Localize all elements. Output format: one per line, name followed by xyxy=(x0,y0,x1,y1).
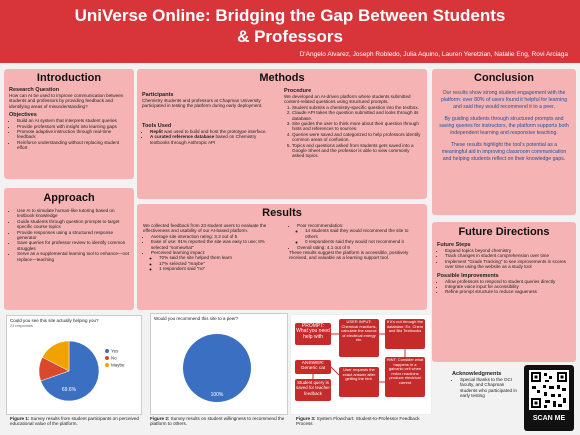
flow-user-request-box: User requests the exact answer after getting the hint. xyxy=(339,367,379,397)
results-closing: These results suggest the platform is accessible, positively received, and valuable as a learning support tool. xyxy=(289,250,409,261)
impact-list xyxy=(143,255,283,271)
figure1-caption: Figure 1: Survey results from student participants on perceived educational value of the platform. xyxy=(10,416,139,427)
figure2-pie-chart xyxy=(151,324,287,412)
future-step: • Expand topics beyond chemistry xyxy=(445,248,571,253)
flow-prompt-box: PROMPT: What you need help with xyxy=(295,323,331,345)
tools-list xyxy=(142,129,277,145)
result-item: • Perceived learning impact: xyxy=(151,250,283,255)
results-list xyxy=(143,234,283,256)
improvements-list xyxy=(437,279,571,295)
result-item: • Average site interaction rating: 3.3 out of 5 xyxy=(151,234,283,239)
poor-item: ◦ 14 students said they would recommend the site to others xyxy=(305,228,419,239)
legend-marker xyxy=(105,356,109,360)
impact-item: ◦ 17% selected "maybe" xyxy=(159,261,283,266)
conclusion-paragraph-3: These results highlight the tool's potential as a meaningful aid in improving classroom communication and helping students reflect on their knowledge gaps. xyxy=(441,142,567,162)
qr-code-card[interactable] xyxy=(524,365,574,431)
results-intro: We collected feedback from 23 student users to evaluate the effectiveness and usability of our AI-based platform. xyxy=(143,223,267,234)
objectives-label: Objectives xyxy=(9,112,37,119)
figure1-responses: 23 responses xyxy=(10,324,33,328)
objective-item: • Promote adaptive instruction through real-time feedback xyxy=(17,129,129,140)
conclusion-panel xyxy=(432,69,576,215)
legend-label: No xyxy=(111,355,117,361)
future-step: • Track changes in student comprehension over time xyxy=(445,253,571,258)
approach-item: • Guide students through question prompts to target specific course topics xyxy=(17,219,129,230)
procedure-step: 1. Student submits a chemistry-specific question into the textbox. xyxy=(292,105,422,110)
procedure-step: 5. Topics and questions asked from students gets saved into a Google Sheet and the professor is able to view commonly asked topics. xyxy=(292,143,422,159)
flow-answer-box: ANSWER: Generic cat xyxy=(295,360,331,374)
legend-marker xyxy=(105,349,109,353)
pie-data-label: 69.6% xyxy=(61,387,77,393)
figure1-question: Could you see this site actually helping you? xyxy=(10,318,99,323)
improvements-label: Possible Improvements xyxy=(437,272,499,279)
research-question-label: Research Question xyxy=(9,87,60,93)
legend-label: Yes xyxy=(111,348,119,354)
research-question-text: How can AI be used to improve communication between students and professors by providing feedback and identifying areas of misunderstanding? xyxy=(9,93,124,109)
overall-rating: • Overall rating: 4.1 out of 9 xyxy=(297,245,419,250)
figure2-question: Would you recommend this site to a peer? xyxy=(154,316,239,321)
approach-panel xyxy=(4,188,134,310)
figure1-chart-card xyxy=(6,315,142,415)
result-item: • Ease of use: 91% reported the site was easy to use; 8% selected "somewhat" xyxy=(151,239,283,250)
impact-item: ◦ 1 respondent said "no" xyxy=(159,266,283,271)
poor-label: • Poor recommendation: xyxy=(297,223,419,228)
methods-heading: Methods xyxy=(259,72,305,84)
conclusion-paragraph-2: By guiding students through structured prompts and saving queries for instructors, the platform supports both independent learning and responsive teaching. xyxy=(439,116,569,136)
qr-code-icon xyxy=(529,370,569,410)
approach-list xyxy=(9,208,129,262)
improvement-item: • Allow professors to respond to student queries directly xyxy=(445,279,571,284)
improvement-item: • Refine prompt structure to reduce vagueness xyxy=(445,289,571,294)
approach-heading: Approach xyxy=(43,192,95,204)
impact-item: ◦ 70% said the site helped them learn xyxy=(159,255,283,260)
methods-right-column xyxy=(284,85,422,159)
conclusion-paragraph-1: Our results show strong student engagement with the platform: over 80% of users found it helpful for learning and said they would recommend it to a peer. xyxy=(440,90,567,110)
objectives-list xyxy=(9,118,129,150)
figure3-caption: Figure 3: System Flowchart: Student-to-Professor Feedback Process xyxy=(296,416,420,427)
improvement-item: • Integrate voice input for accessibility xyxy=(445,284,571,289)
approach-item: • Serve as a supplemental learning tool to enhance—not replace—teaching xyxy=(17,251,129,262)
future-directions-heading: Future Directions xyxy=(458,226,550,238)
future-steps-label: Future Steps xyxy=(437,242,471,248)
poster-title-line2: & Professors xyxy=(237,27,343,46)
flow-saved-box: Student query is saved for teacher feedback xyxy=(295,379,331,401)
figure1-pie-chart xyxy=(7,329,141,413)
acknowledgment-item: • Special thanks to the OCI faculty, and Chapman students who participated in early testing xyxy=(460,377,518,399)
introduction-panel xyxy=(4,69,134,179)
introduction-heading: Introduction xyxy=(36,72,102,84)
acknowledgments-list xyxy=(452,377,518,399)
results-heading: Results xyxy=(262,207,302,219)
acknowledgments xyxy=(452,368,518,399)
figure3-flowchart xyxy=(290,314,432,415)
procedure-step: 3. Site guides the user to think more about their question through hints and references to sources. xyxy=(292,121,422,132)
procedure-step: 4. Queries were saved and categorized to help professors identify common areas of confusion. xyxy=(292,132,422,143)
objective-item: • Provide professors with insight into learning gaps xyxy=(17,124,129,129)
results-right-column xyxy=(289,223,419,261)
procedure-intro: We developed an AI-driven platform where students submitted content-related questions using structured prompts. xyxy=(284,94,411,105)
approach-item: • Use AI to simulate human-like tutoring based on textbook knowledge xyxy=(17,208,129,219)
procedure-label: Procedure xyxy=(284,88,312,94)
flow-user-input-box: USER INPUT: Chemical reactions, calculate the source of electrical energy etc. xyxy=(339,319,379,357)
results-panel xyxy=(137,204,427,310)
tool-item: • Replit was used to build and host the prototype interface. xyxy=(150,129,277,134)
objective-item: • Reinforce understanding without replacing student effort xyxy=(17,140,129,151)
conclusion-heading: Conclusion xyxy=(474,72,534,84)
methods-left-column xyxy=(142,89,277,145)
figure2-chart-card xyxy=(150,313,288,415)
methods-panel xyxy=(137,69,427,199)
future-steps-list xyxy=(437,248,571,270)
pie-data-label: 100% xyxy=(210,392,224,398)
poster-authors: D'Angelo Alvarez, Joseph Robledo, Julia Aquino, Lauren Yeretzian, Natalie Eng, Rovi Arciaga xyxy=(299,51,568,58)
approach-item: • Provide responses using a structured response generator xyxy=(17,230,129,241)
legend-marker xyxy=(105,363,109,367)
future-directions-panel xyxy=(432,222,576,362)
acknowledgments-heading: Acknowledgments xyxy=(452,371,502,377)
participants-label: Participants xyxy=(142,92,174,98)
poor-item: ◦ 0 respondents said they would not recommend it xyxy=(305,239,419,244)
objective-item: • Build an AI system that interprets student queries xyxy=(17,118,129,123)
procedure-steps xyxy=(284,105,422,159)
flow-not-database-box: If it's not through the database: Ex. Chem and Bio Textbooks xyxy=(385,319,425,349)
scan-me-label: SCAN ME xyxy=(532,415,566,422)
flow-hint-box: HINT: Consider what happens in a galvanic cell when redox reactions produce electrical current xyxy=(385,357,425,397)
approach-item: • Save queries for professor review to identify common struggles xyxy=(17,240,129,251)
future-step: • Implement "Grade Tracking" to see improvements in scores over time using the website as a study tool xyxy=(445,259,571,270)
procedure-step: 2. Claude API takes the question submitted and looks through its database. xyxy=(292,110,422,121)
figure2-caption: Figure 2: Survey results on student willingness to recommend the platform to others. xyxy=(150,416,285,427)
poster-title-line1: UniVerse Online: Bridging the Gap Between Students xyxy=(74,6,506,25)
tool-item: • A curated reference database based on Chemistry textbooks through Anthropic API xyxy=(150,134,277,145)
poster-header xyxy=(0,0,580,63)
poor-sublist xyxy=(289,228,419,244)
results-left-column xyxy=(143,223,283,272)
legend-label: Maybe xyxy=(111,362,125,368)
participants-text: Chemistry students and professors at Chapman University participated in testing the platform during early deployment. xyxy=(142,98,263,109)
tools-label: Tools Used xyxy=(142,122,172,129)
